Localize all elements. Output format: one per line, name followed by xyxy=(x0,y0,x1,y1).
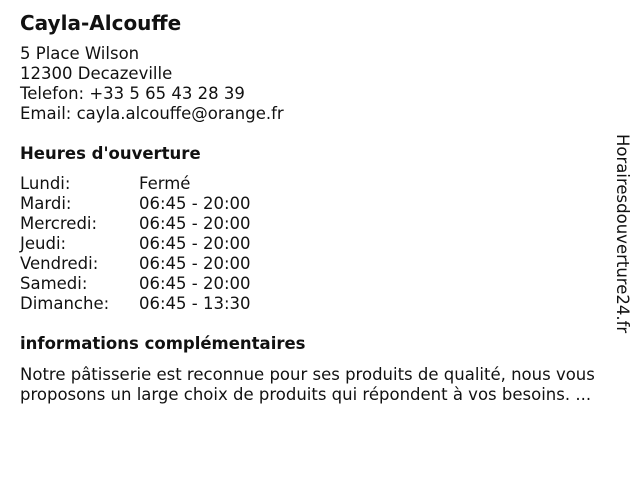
hours-day: Jeudi: xyxy=(20,234,67,253)
description-text: Notre pâtisserie est reconnue pour ses produits de qualité, nous vous proposons un large choix de produits qui répondent à vos besoins. ... xyxy=(20,365,595,404)
hours-time: 06:45 - 13:30 xyxy=(139,294,251,313)
site-watermark: Horairesdouverture24.fr xyxy=(613,134,632,334)
hours-time: 06:45 - 20:00 xyxy=(139,214,251,233)
hours-day: Mercredi: xyxy=(20,214,98,233)
hours-time: 06:45 - 20:00 xyxy=(139,234,251,253)
hours-day: Lundi: xyxy=(20,174,71,193)
email-address: Email: cayla.alcouffe@orange.fr xyxy=(20,104,284,123)
city-postcode: 12300 Decazeville xyxy=(20,64,173,83)
hours-time: 06:45 - 20:00 xyxy=(139,254,251,273)
hours-time: 06:45 - 20:00 xyxy=(139,194,251,213)
hours-day: Mardi: xyxy=(20,194,72,213)
hours-heading: Heures d'ouverture xyxy=(20,144,201,163)
address-block xyxy=(20,44,284,124)
hours-day: Vendredi: xyxy=(20,254,99,273)
hours-time: Fermé xyxy=(139,174,191,193)
info-heading: informations complémentaires xyxy=(20,334,306,353)
business-name: Cayla-Alcouffe xyxy=(20,11,182,35)
phone-number: Telefon: +33 5 65 43 28 39 xyxy=(20,84,245,103)
hours-time: 06:45 - 20:00 xyxy=(139,274,251,293)
street-address: 5 Place Wilson xyxy=(20,44,140,63)
hours-day: Samedi: xyxy=(20,274,88,293)
hours-day: Dimanche: xyxy=(20,294,110,313)
